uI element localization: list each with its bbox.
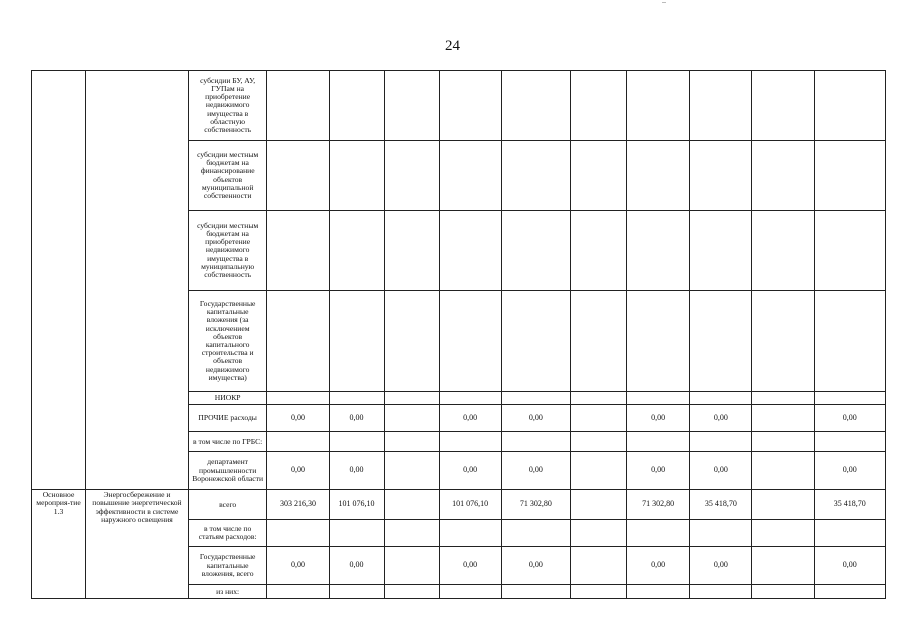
- row-description: департамент промышленности Воронежской области: [188, 452, 266, 490]
- grbs-row-cell: [329, 432, 384, 452]
- of-them-row-cell: [627, 585, 690, 599]
- row-description: Государственные капитальные вложения (за исключением объектов капитального строительства и объектов недвижимого имущества): [188, 291, 266, 392]
- of-them-row-cell: [384, 585, 439, 599]
- blank-row-cell: [627, 392, 690, 405]
- row-description: НИОКР: [188, 392, 266, 405]
- blank-row-cell: [439, 141, 501, 211]
- department-row-value-cell: 0,00: [439, 452, 501, 490]
- capital-row-value-cell: [752, 547, 814, 585]
- blank-row-cell: [752, 141, 814, 211]
- code-cell-empty: [32, 71, 86, 490]
- row-description: субсидии БУ, АУ, ГУПам на приобретение недвижимого имущества в областную собственность: [188, 71, 266, 141]
- blank-row-cell: [267, 141, 329, 211]
- prochie-row-value-cell: 0,00: [439, 405, 501, 432]
- row-description: субсидии местным бюджетам на финансирование объектов муниципальной собственности: [188, 141, 266, 211]
- blank-row-cell: [439, 71, 501, 141]
- prochie-row-value-cell: [384, 405, 439, 432]
- blank-row-cell: [501, 392, 570, 405]
- blank-row-cell: [690, 141, 752, 211]
- articles-row-cell: [384, 520, 439, 547]
- capital-row-value-cell: 0,00: [267, 547, 329, 585]
- name-cell-empty: [86, 71, 189, 490]
- blank-row-cell: [752, 211, 814, 291]
- prochie-row-value-cell: 0,00: [690, 405, 752, 432]
- total-row-value-cell: 35 418,70: [814, 490, 885, 520]
- blank-row-cell: [384, 392, 439, 405]
- of-them-row-cell: [690, 585, 752, 599]
- blank-row-cell: [439, 211, 501, 291]
- blank-row-cell: [571, 392, 627, 405]
- department-row-value-cell: [752, 452, 814, 490]
- blank-row-cell: [267, 211, 329, 291]
- capital-row-value-cell: 0,00: [501, 547, 570, 585]
- blank-row-cell: [690, 71, 752, 141]
- blank-row-cell: [571, 141, 627, 211]
- capital-row-value-cell: 0,00: [627, 547, 690, 585]
- total-row-value-cell: 101 076,10: [329, 490, 384, 520]
- budget-table-body: [32, 71, 886, 599]
- articles-row-cell: [267, 520, 329, 547]
- prochie-row-value-cell: 0,00: [627, 405, 690, 432]
- blank-row-cell: [814, 71, 885, 141]
- row-description: в том числе по статьям расходов:: [188, 520, 266, 547]
- blank-row-cell: [627, 71, 690, 141]
- department-row-value-cell: 0,00: [501, 452, 570, 490]
- blank-row-cell: [571, 71, 627, 141]
- capital-row-value-cell: [571, 547, 627, 585]
- blank-row-cell: [384, 211, 439, 291]
- articles-row-cell: [814, 520, 885, 547]
- blank-row-cell: [690, 291, 752, 392]
- articles-row-cell: [501, 520, 570, 547]
- department-row-value-cell: [384, 452, 439, 490]
- of-them-row-cell: [439, 585, 501, 599]
- blank-row-cell: [267, 71, 329, 141]
- blank-row-cell: [814, 141, 885, 211]
- articles-row-cell: [571, 520, 627, 547]
- capital-row-value-cell: 0,00: [329, 547, 384, 585]
- of-them-row-cell: [814, 585, 885, 599]
- blank-row-cell: [571, 291, 627, 392]
- blank-row-cell: [501, 211, 570, 291]
- blank-row-cell: [439, 291, 501, 392]
- of-them-row-cell: [501, 585, 570, 599]
- articles-row-cell: [690, 520, 752, 547]
- blank-row-cell: [627, 291, 690, 392]
- total-row-value-cell: [752, 490, 814, 520]
- blank-row-cell: [329, 71, 384, 141]
- total-row-value-cell: [571, 490, 627, 520]
- total-row-value-cell: 71 302,80: [501, 490, 570, 520]
- blank-row-cell: [329, 392, 384, 405]
- blank-row-cell: [501, 71, 570, 141]
- capital-row-value-cell: [384, 547, 439, 585]
- row-description: Государственные капитальные вложения, всего: [188, 547, 266, 585]
- total-row-value-cell: 71 302,80: [627, 490, 690, 520]
- blank-row-cell: [814, 211, 885, 291]
- total-row-value-cell: 101 076,10: [439, 490, 501, 520]
- grbs-row-cell: [501, 432, 570, 452]
- blank-row-cell: [752, 71, 814, 141]
- blank-row-cell: [501, 141, 570, 211]
- grbs-row-cell: [571, 432, 627, 452]
- blank-row-cell: [439, 392, 501, 405]
- grbs-row-cell: [267, 432, 329, 452]
- blank-row-cell: [752, 392, 814, 405]
- prochie-row-value-cell: 0,00: [501, 405, 570, 432]
- blank-row-cell: [384, 71, 439, 141]
- grbs-row-cell: [752, 432, 814, 452]
- blank-row-cell: [627, 141, 690, 211]
- row-description: ПРОЧИЕ расходы: [188, 405, 266, 432]
- table-row: [32, 71, 886, 141]
- measure-code: Основное мероприя-тие 1.3: [32, 490, 86, 599]
- blank-row-cell: [571, 211, 627, 291]
- blank-row-cell: [329, 141, 384, 211]
- grbs-row-cell: [384, 432, 439, 452]
- blank-row-cell: [501, 291, 570, 392]
- blank-row-cell: [690, 392, 752, 405]
- grbs-row-cell: [627, 432, 690, 452]
- total-row-value-cell: 35 418,70: [690, 490, 752, 520]
- articles-row-cell: [329, 520, 384, 547]
- prochie-row-value-cell: 0,00: [329, 405, 384, 432]
- grbs-row-cell: [439, 432, 501, 452]
- capital-row-value-cell: 0,00: [814, 547, 885, 585]
- row-description: субсидии местным бюджетам на приобретение недвижимого имущества в муниципальную собственность: [188, 211, 266, 291]
- scan-speck: [662, 2, 666, 3]
- prochie-row-value-cell: [571, 405, 627, 432]
- blank-row-cell: [384, 141, 439, 211]
- table-row: [32, 490, 886, 520]
- of-them-row-cell: [752, 585, 814, 599]
- prochie-row-value-cell: [752, 405, 814, 432]
- budget-table: [31, 70, 886, 599]
- department-row-value-cell: 0,00: [627, 452, 690, 490]
- total-row-value-cell: 303 216,30: [267, 490, 329, 520]
- blank-row-cell: [690, 211, 752, 291]
- articles-row-cell: [627, 520, 690, 547]
- department-row-value-cell: 0,00: [814, 452, 885, 490]
- blank-row-cell: [329, 211, 384, 291]
- blank-row-cell: [384, 291, 439, 392]
- blank-row-cell: [627, 211, 690, 291]
- blank-row-cell: [267, 291, 329, 392]
- blank-row-cell: [329, 291, 384, 392]
- grbs-row-cell: [814, 432, 885, 452]
- of-them-row-cell: [571, 585, 627, 599]
- of-them-row-cell: [329, 585, 384, 599]
- department-row-value-cell: [571, 452, 627, 490]
- measure-name: Энергосбережение и повышение энергетической эффективности в системе наружного освещения: [86, 490, 189, 599]
- blank-row-cell: [814, 291, 885, 392]
- prochie-row-value-cell: 0,00: [267, 405, 329, 432]
- row-description: из них:: [188, 585, 266, 599]
- articles-row-cell: [752, 520, 814, 547]
- row-description: в том числе по ГРБС:: [188, 432, 266, 452]
- department-row-value-cell: 0,00: [690, 452, 752, 490]
- department-row-value-cell: 0,00: [329, 452, 384, 490]
- row-description: всего: [188, 490, 266, 520]
- articles-row-cell: [439, 520, 501, 547]
- of-them-row-cell: [267, 585, 329, 599]
- blank-row-cell: [814, 392, 885, 405]
- blank-row-cell: [752, 291, 814, 392]
- prochie-row-value-cell: 0,00: [814, 405, 885, 432]
- blank-row-cell: [267, 392, 329, 405]
- page-number: 24: [445, 38, 460, 54]
- capital-row-value-cell: 0,00: [439, 547, 501, 585]
- total-row-value-cell: [384, 490, 439, 520]
- grbs-row-cell: [690, 432, 752, 452]
- capital-row-value-cell: 0,00: [690, 547, 752, 585]
- department-row-value-cell: 0,00: [267, 452, 329, 490]
